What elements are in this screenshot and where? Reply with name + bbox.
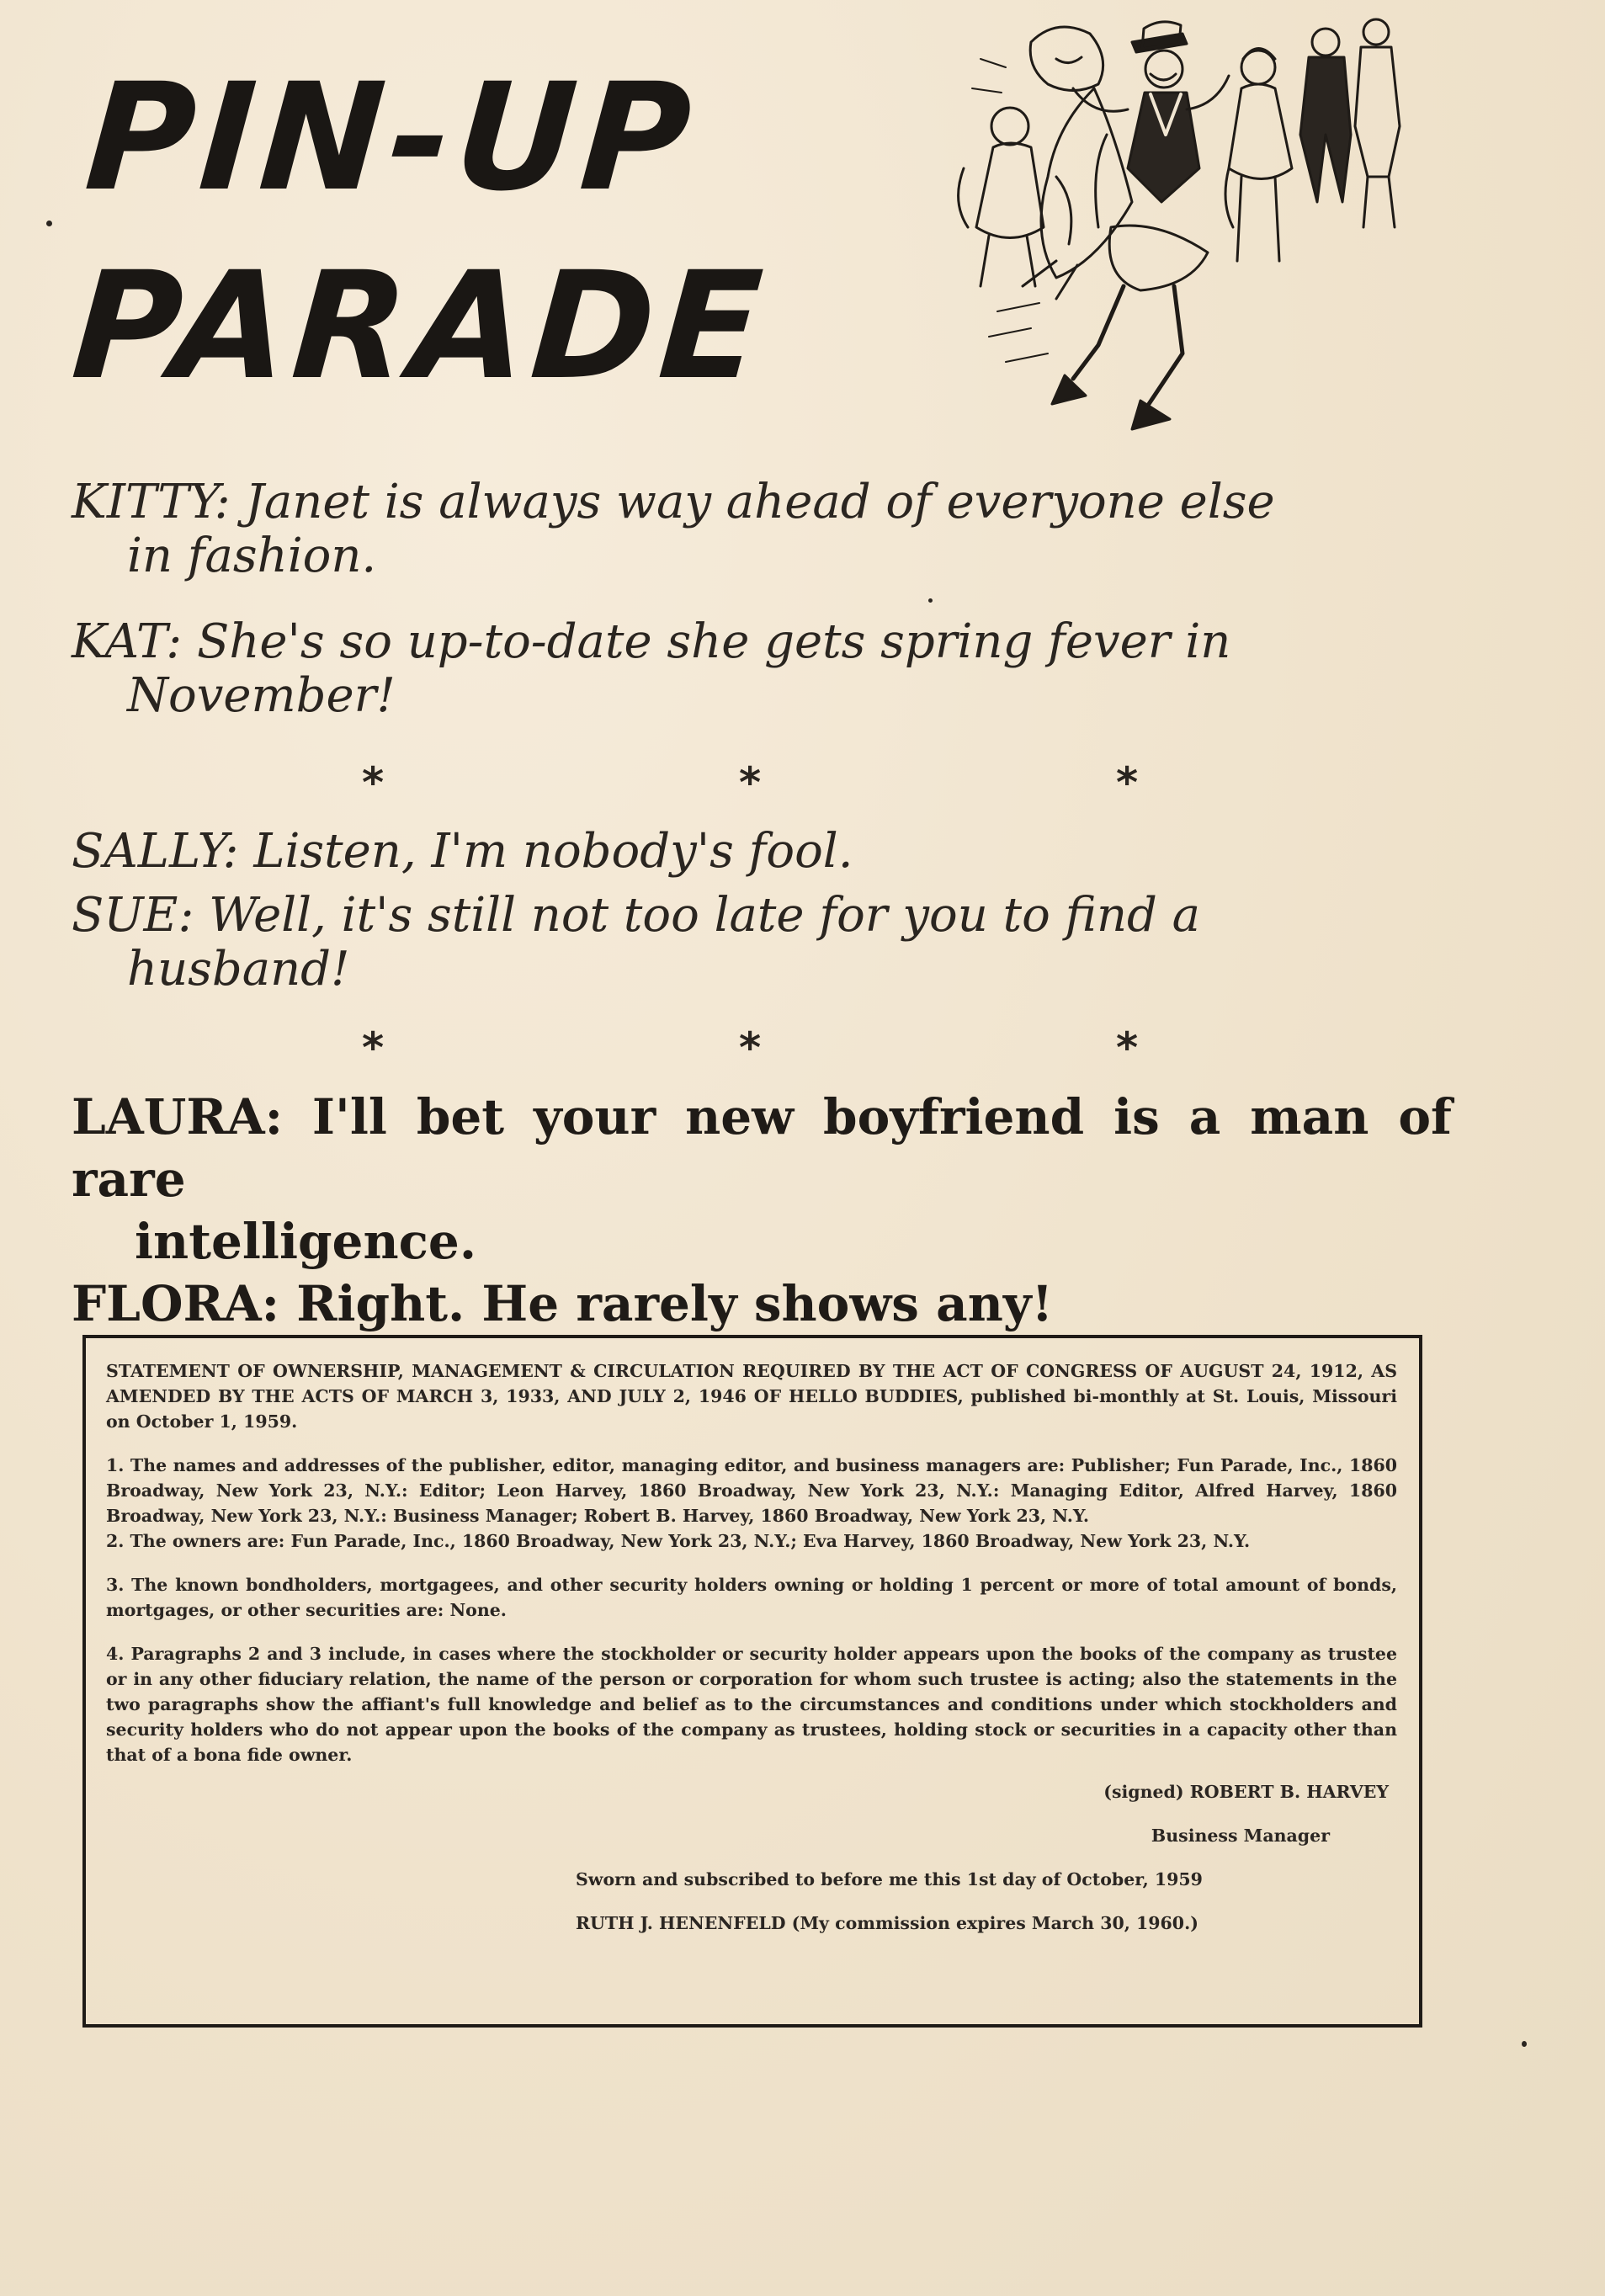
- joke-kat: [72, 615, 1452, 723]
- joke-laura: [72, 1086, 1452, 1273]
- joke-line: husband!: [127, 942, 350, 997]
- joke-line: FLORA: Right. He rarely shows any!: [72, 1275, 1054, 1332]
- joke-section-2: [72, 825, 1452, 1028]
- ink-speck: [1522, 2041, 1527, 2047]
- statement-paragraph-4: 4. Paragraphs 2 and 3 include, in cases where the stockholder or security holder appears upon the books of the company as trustee or in any other fiduciary relation, the name of the person or corporation for whom such trustee is acting; also the statements in the two paragraphs show the affiant's full knowledge and belief as to the circumstances and conditions under which stockholders and security holders who do not appear upon the books of the company as trustees, holding stock or securities in a capacity other than that of a bona fide owner.: [106, 1644, 1397, 1765]
- joke-section-3: [72, 1086, 1452, 1335]
- motion-lines: [972, 59, 1048, 362]
- crowd-figure-right: [1300, 19, 1400, 227]
- joke-line: in fashion.: [127, 529, 377, 583]
- signature: (signed) ROBERT B. HARVEY: [1103, 1782, 1389, 1802]
- crowd-figure-woman: [1225, 49, 1292, 262]
- joke-sally: [72, 825, 1452, 879]
- separator-star: *: [1116, 1023, 1139, 1072]
- statement-paragraph-3: 3. The known bondholders, mortgagees, and other security holders owning or holding 1 percent or more of total amount of bonds, mortgages, or other securities are: None.: [106, 1575, 1397, 1620]
- notary-line: RUTH J. HENENFELD (My commission expires March 30, 1960.): [576, 1913, 1198, 1933]
- sworn-line: Sworn and subscribed to before me this 1st day of October, 1959: [576, 1869, 1203, 1889]
- joke-line: SALLY: Listen, I'm nobody's fool.: [72, 824, 853, 879]
- separator-star: *: [362, 1023, 385, 1072]
- cartoon-illustration: [930, 8, 1427, 438]
- ink-speck: [928, 598, 933, 603]
- separator-1: [0, 757, 1605, 808]
- separator-2: [0, 1023, 1605, 1073]
- ink-speck: [46, 221, 52, 226]
- title-line-1: PIN-UP: [80, 51, 701, 224]
- title-line-2: PARADE: [67, 240, 773, 412]
- joke-flora: [72, 1273, 1452, 1335]
- joke-line: intelligence.: [135, 1213, 477, 1270]
- statement-paragraph-2: 2. The owners are: Fun Parade, Inc., 1860 Broadway, New York 23, N.Y.; Eva Harvey, 1860 Broadway, New York 23, N.Y.: [106, 1531, 1251, 1551]
- statement-header: STATEMENT OF OWNERSHIP, MANAGEMENT & CIRCULATION REQUIRED BY THE ACT OF CONGRESS OF AUGUST 24, 1912, AS AMENDED BY THE ACTS OF MARCH 3, 1933, AND JULY 2, 1946 OF HELLO BUDDIES, published bi-monthly at St. Louis, Missouri on October 1, 1959.: [106, 1361, 1397, 1432]
- separator-star: *: [739, 1023, 762, 1072]
- separator-star: *: [739, 758, 762, 807]
- statement-paragraph-1: 1. The names and addresses of the publisher, editor, managing editor, and business managers are: Publisher; Fun Parade, Inc., 1860 Broadway, New York 23, N.Y.: Editor; Leon Harvey, 1860 Broadway, New York 23, N.Y.: Managing Editor, Alfred Harvey, 1860 Broadway, New York 23, N.Y.: Business Manager; Robert B. Harvey, 1860 Broadway, New York 23, N.Y.: [106, 1455, 1397, 1526]
- joke-line: LAURA: I'll bet your new boyfriend is a man of rare: [72, 1088, 1452, 1208]
- dancer-legs: [1023, 226, 1208, 429]
- signature-block: [106, 1779, 1397, 1936]
- dancer-woman: [1030, 27, 1132, 278]
- joke-line: KITTY: Janet is always way ahead of everyone else: [72, 475, 1275, 529]
- joke-kitty: [72, 476, 1452, 583]
- ownership-statement-box: [82, 1335, 1422, 2028]
- joke-line: KAT: She's so up-to-date she gets spring fever in: [72, 614, 1231, 669]
- separator-star: *: [362, 758, 385, 807]
- joke-line: SUE: Well, it's still not too late for you to find a: [72, 888, 1201, 943]
- crowd-figure-left: [959, 108, 1044, 286]
- joke-sue: [72, 889, 1452, 997]
- signer-title: Business Manager: [1151, 1826, 1330, 1846]
- page-title: [67, 51, 785, 412]
- separator-star: *: [1116, 758, 1139, 807]
- joke-section-1: [72, 476, 1452, 755]
- joke-line: November!: [127, 668, 396, 723]
